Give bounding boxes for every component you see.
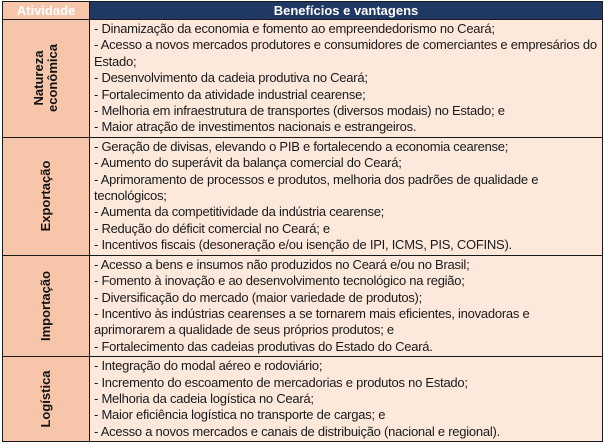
benefit-item: - Aumenta da competitividade da indústria cearense; <box>94 204 385 220</box>
benefit-item: - Melhoria da cadeia logística no Ceará; <box>94 390 314 406</box>
table-row <box>3 357 603 442</box>
header-benefits: Benefícios e vantagens <box>90 2 603 20</box>
benefit-item: - Maior eficiência logística no transporte de cargas; e <box>94 407 386 423</box>
benefit-item: - Acesso a bens e insumos não produzidos no Ceará e/ou no Brasil; <box>94 256 470 272</box>
benefit-item: - Maior atração de investimentos nacionais e estrangeiros. <box>94 119 417 135</box>
benefit-item: - Incremento do escoamento de mercadorias e produtos no Estado; <box>94 374 468 390</box>
table-row <box>3 255 603 356</box>
activity-cell <box>3 20 90 138</box>
activity-cell <box>3 137 90 255</box>
benefit-item: - Fomento à inovação e ao desenvolvimento tecnológico na região; <box>94 273 465 289</box>
table-row <box>3 137 603 255</box>
activity-label: Importação <box>38 270 53 341</box>
benefit-item: - Integração do modal aéreo e rodoviário; <box>94 358 323 374</box>
benefit-item: - Redução do déficit comercial no Ceará; e <box>94 220 330 236</box>
benefit-item: - Melhoria em infraestrutura de transportes (diversos modais) no Estado; e <box>94 103 505 119</box>
benefit-item: - Diversificação do mercado (maior variedade de produtos); <box>94 289 422 305</box>
benefit-item: - Aumento do superávit da balança comercial do Ceará; <box>94 155 402 171</box>
activity-label: Natureza econômica <box>31 44 60 113</box>
benefit-item: - Geração de divisas, elevando o PIB e fortalecendo a economia cearense; <box>94 138 509 154</box>
benefits-cell <box>90 357 603 442</box>
benefits-table <box>2 1 603 442</box>
benefit-item: - Fortalecimento da atividade industrial cearense; <box>94 86 366 102</box>
activity-label: Exportação <box>38 160 53 232</box>
benefit-item: - Desenvolvimento da cadeia produtiva no Ceará; <box>94 70 368 86</box>
activity-cell <box>3 255 90 356</box>
benefit-item: - Aprimoramento de processos e produtos, melhoria dos padrões de qualidade e tecnológicos; <box>94 171 539 204</box>
header-row <box>3 2 603 20</box>
activity-label: Logística <box>38 370 53 428</box>
benefits-cell <box>90 255 603 356</box>
benefit-item: - Incentivos fiscais (desoneração e/ou isenção de IPI, ICMS, PIS, COFINS). <box>94 237 512 253</box>
benefit-item: - Acesso a novos mercados produtores e consumidores de comerciantes e empresários do Estado; <box>94 37 597 69</box>
benefit-item: - Incentivo às indústrias cearenses a se tornarem mais eficientes, inovadoras e aprimorarem a qualidade de seus próprios produtos; e <box>94 305 530 338</box>
activity-cell <box>3 357 90 442</box>
benefit-item: - Dinamização da economia e fomento ao empreendedorismo no Ceará; <box>94 21 495 36</box>
header-activity: Atividade <box>3 2 90 20</box>
benefit-item: - Fortalecimento das cadeias produtivas do Estado do Ceará. <box>94 338 433 354</box>
benefits-cell <box>90 137 603 255</box>
benefit-item: - Acesso a novos mercados e canais de distribuição (nacional e regional). <box>94 423 500 439</box>
table-row <box>3 20 603 138</box>
benefits-cell <box>90 20 603 138</box>
